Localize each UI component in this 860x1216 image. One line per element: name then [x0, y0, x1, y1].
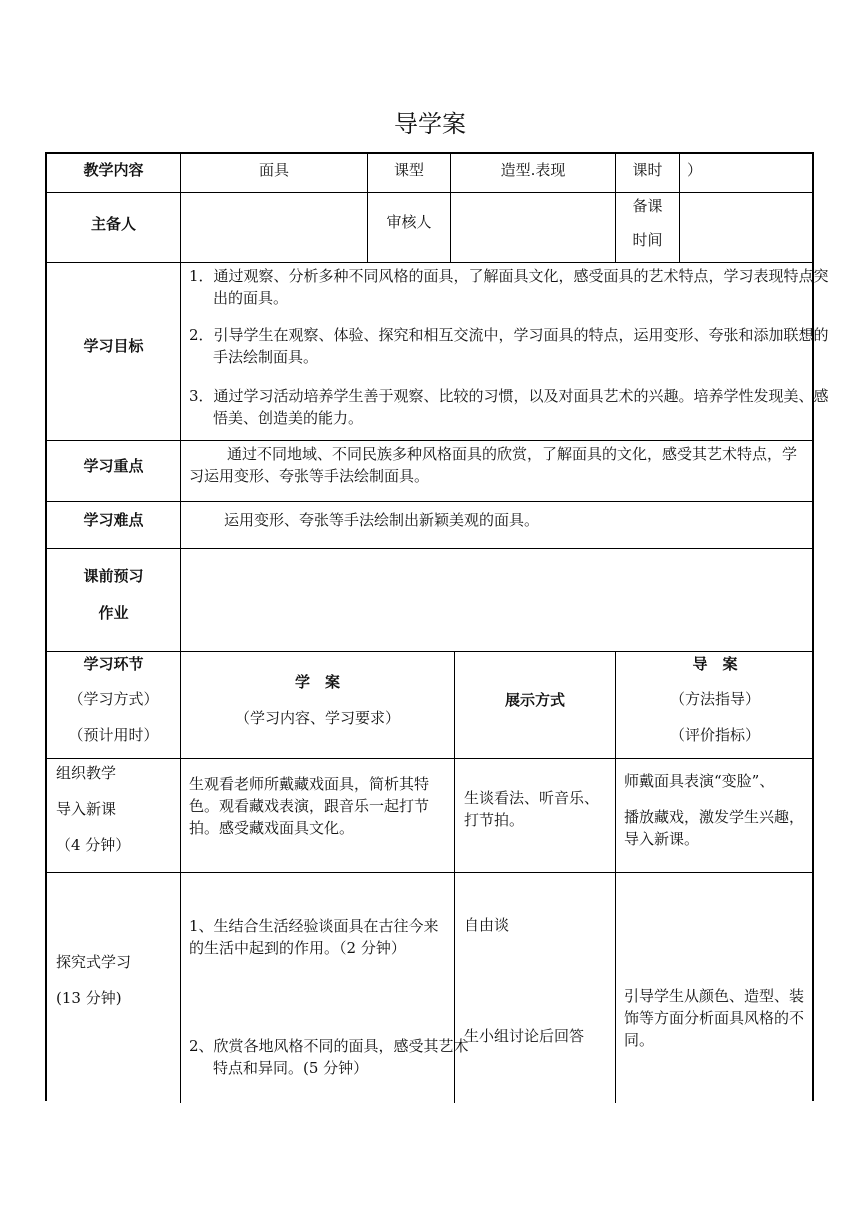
study-header-line1: 学 案	[294, 673, 340, 691]
difficulties-text: 运用变形、夸张等手法绘制出新颖美观的面具。	[224, 511, 540, 529]
guide-header-line1: 导 案	[692, 655, 738, 673]
guide-header-line3: （评价指标）	[669, 726, 760, 744]
preview-label-line1: 课前预习	[83, 567, 144, 585]
stage-header-line1: 学习环节	[83, 655, 144, 673]
col-divider	[615, 651, 616, 1103]
stage-header-line3: （预计用时）	[68, 726, 159, 744]
row-divider	[47, 501, 814, 502]
row-divider	[47, 872, 814, 873]
guide-content: 引导学生从颜色、造型、装饰等方面分析面具风格的不同。	[624, 987, 805, 1049]
objective-item: 3．通过学习活动培养学生善于观察、比较的习惯，以及对面具艺术的兴趣。培养学性发现美、感悟美、创造美的能力。	[189, 387, 829, 427]
study-header-line2: （学习内容、学习要求）	[234, 709, 400, 727]
display-method: 生小组讨论后回答	[464, 1027, 585, 1045]
objective-item: 1．通过观察、分析多种不同风格的面具，了解面具文化，感受面具的艺术特点，学习表现特点突出的面具。	[189, 267, 829, 307]
col-divider	[679, 154, 680, 262]
type-label: 课型	[393, 161, 424, 179]
study-content: 1、生结合生活经验谈面具在古往今来的生活中起到的作用。（2 分钟）	[189, 917, 439, 957]
objective-item: 2．引导学生在观察、体验、探究和相互交流中，学习面具的特点，运用变形、夸张和添加联想的手法绘制面具。	[189, 326, 829, 366]
content-value: 面具	[258, 161, 289, 179]
stage-line2: 导入新课	[56, 800, 117, 818]
stage-line1: 组织教学	[56, 764, 117, 782]
key-points-label: 学习重点	[83, 457, 144, 475]
stage-line1: 探究式学习	[56, 953, 132, 971]
period-value: ）	[687, 161, 703, 179]
guide-header-line2: （方法指导）	[669, 690, 760, 708]
col-divider	[180, 154, 181, 1103]
display-header: 展示方式	[504, 691, 565, 709]
stage-line3: （4 分钟）	[56, 836, 131, 854]
study-content: 2、欣赏各地风格不同的面具，感受其艺术特点和异同。(5 分钟）	[189, 1037, 469, 1077]
row-divider	[47, 262, 814, 263]
row-divider	[47, 548, 814, 549]
row-divider	[47, 651, 814, 652]
content-label: 教学内容	[83, 161, 144, 179]
prep-time-label-line1: 备课	[632, 197, 663, 215]
display-method: 自由谈	[464, 916, 510, 934]
display-method: 生谈看法、听音乐、打节拍。	[464, 789, 600, 829]
stage-header-line2: （学习方式）	[68, 690, 159, 708]
type-value: 造型.表现	[500, 161, 566, 179]
prep-time-label-line2: 时间	[632, 231, 663, 249]
row-divider	[47, 440, 814, 441]
difficulties-label: 学习难点	[83, 511, 144, 529]
period-label: 课时	[632, 161, 663, 179]
objectives-label: 学习目标	[83, 337, 144, 355]
lesson-plan-table	[45, 152, 829, 1101]
key-points-text: 通过不同地域、不同民族多种风格面具的欣赏，了解面具的文化，感受其艺术特点，学习运用变形、夸张等手法绘制面具。	[189, 445, 798, 485]
document-title: 导学案	[394, 110, 466, 138]
row-divider	[47, 192, 814, 193]
stage-line2: (13 分钟)	[56, 989, 122, 1007]
reviewer-label: 审核人	[386, 213, 432, 231]
row-divider	[47, 758, 814, 759]
preparer-label: 主备人	[90, 215, 136, 233]
study-content: 生观看老师所戴藏戏面具，简析其特色。观看藏戏表演，跟音乐一起打节拍。感受藏戏面具文化。	[189, 775, 430, 837]
guide-line2: 播放藏戏，激发学生兴趣，导入新课。	[624, 808, 805, 848]
preview-label-line2: 作业	[98, 604, 129, 622]
guide-line1: 师戴面具表演“变脸”、	[624, 772, 775, 790]
